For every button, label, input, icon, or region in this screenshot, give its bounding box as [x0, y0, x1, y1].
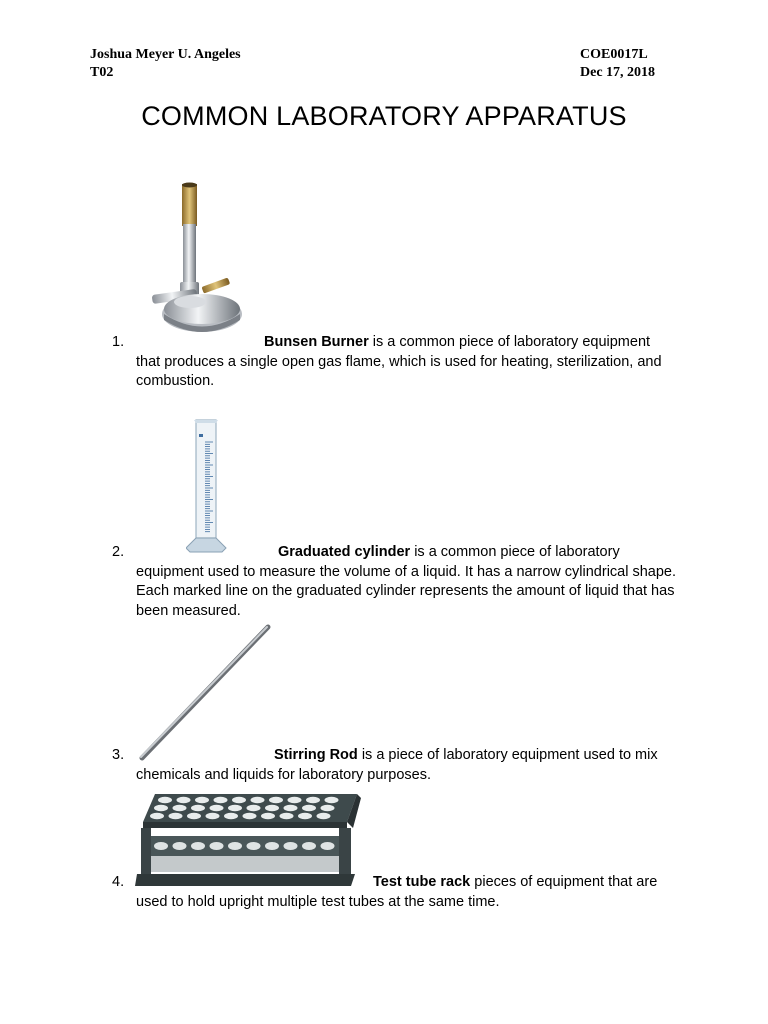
item-description — [136, 333, 682, 392]
section-code: T02 — [90, 65, 114, 80]
item-name: Graduated cylinder — [278, 544, 411, 560]
item-name: Stirring Rod — [274, 747, 358, 763]
author-name: Joshua Meyer U. Angeles — [90, 47, 241, 62]
page-title: COMMON LABORATORY APPARATUS — [141, 101, 627, 131]
item-description-continuation: that produces a single open gas flame, which is used for heating, sterilization, and combustion. — [136, 353, 662, 389]
item-description-text: is a common piece of laboratory equipment — [372, 334, 651, 350]
document-date: Dec 17, 2018 — [580, 65, 656, 80]
course-code: COE0017L — [580, 47, 648, 62]
item-number: 2. — [112, 544, 125, 560]
item-name: Bunsen Burner — [264, 334, 369, 350]
bunsen-burner-image — [134, 174, 256, 340]
item-number: 3. — [112, 747, 125, 763]
header-left — [90, 46, 241, 82]
stirring-rod-image — [136, 622, 274, 764]
item-number: 1. — [112, 334, 125, 350]
item-description-continuation: used to hold upright multiple test tubes at the same time. — [136, 893, 500, 910]
item-number: 4. — [112, 874, 125, 890]
item-description-continuation: equipment used to measure the volume of a liquid. It has a narrow cylindrical shape. Each marked line on the graduated cylinder represents the amount of liquid that has been measured. — [136, 563, 677, 619]
item-description-text: is a piece of laboratory equipment used to mix — [361, 747, 658, 763]
item-description — [136, 746, 682, 785]
item-name: Test tube rack — [373, 874, 471, 890]
graduated-cylinder-image — [186, 414, 230, 556]
item-description — [136, 543, 682, 621]
item-description-text: is a common piece of laboratory — [414, 544, 620, 560]
item-description-text: pieces of equipment that are — [474, 874, 658, 890]
header-right — [580, 46, 655, 82]
item-description — [136, 873, 682, 912]
item-description-continuation: chemicals and liquids for laboratory purposes. — [136, 766, 431, 783]
